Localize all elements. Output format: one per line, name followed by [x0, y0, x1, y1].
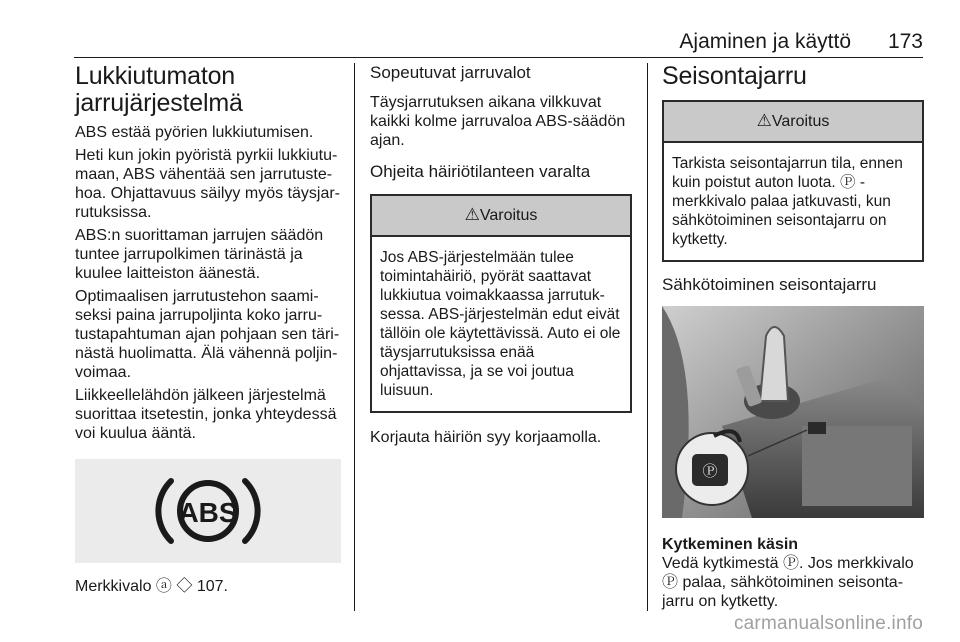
manual-engage-text: Vedä kytkimestä Ⓟ. Jos merkkivalo Ⓟ palaa, sähkötoiminen seisonta-jarru on kytketty.	[662, 555, 914, 610]
abs-symbol-text: ABS	[178, 497, 238, 528]
column-parking-brake	[662, 63, 924, 611]
fault-instructions-heading: Ohjeita häiriötilanteen varalta	[370, 162, 591, 181]
column-divider-1	[354, 63, 355, 611]
header-rule	[74, 57, 923, 58]
svg-text:Ⓟ: Ⓟ	[702, 463, 718, 480]
abs-heading: Lukkiutumaton jarrujärjestelmä	[75, 62, 243, 117]
abs-warning-icon	[75, 459, 341, 563]
indicator-reference	[75, 577, 341, 596]
warning-title: Varoitus	[771, 113, 830, 130]
column-divider-2	[647, 63, 648, 611]
page-number: 173	[887, 30, 923, 53]
abs-paragraph-2: Heti kun jokin pyöristä pyrkii lukkiutu-maan, ABS vähentää sen jarrutuste-hoa. Ohjattavuus säilyy myös täysjar-rutuksissa.	[75, 147, 340, 221]
abs-paragraph-4: Optimaalisen jarrutustehon saami-seksi paina jarrupoljinta koko jarru-tustapahtuman ajan pohjaan sen täri-nästä huolimatta. Älä vähennä poljin-voimaa.	[75, 288, 340, 381]
page-reference-arrow-icon: ◇	[176, 578, 193, 595]
abs-paragraph-3: ABS:n suorittaman jarrujen säädön tuntee jarrupolkimen tärinästä ja kuulee laitteiston äänestä.	[75, 227, 324, 282]
running-title: Ajaminen ja käyttö	[679, 30, 851, 53]
watermark: carmanualsonline.info	[733, 613, 923, 634]
reference-label: Merkkivalo	[75, 578, 152, 595]
column-brake-lights	[370, 63, 632, 447]
page-header	[0, 30, 960, 56]
column-abs	[75, 63, 341, 596]
warning-triangle-icon: ⚠	[756, 111, 772, 130]
repair-text: Korjauta häiriön syy korjaamolla.	[370, 429, 602, 446]
warning-body: Tarkista seisontajarrun tila, ennen kuin poistut auton luota. Ⓟ - merkkivalo palaa jatkuvasti, kun sähkötoiminen seisontajarru on kytketty.	[672, 155, 903, 248]
manual-engage-heading: Kytkeminen käsin	[662, 536, 799, 553]
adaptive-brake-lights-heading: Sopeutuvat jarruvalot	[370, 63, 531, 82]
parking-brake-warning-box	[662, 100, 924, 262]
abs-paragraph-1: ABS estää pyörien lukkiutumisen.	[75, 124, 314, 141]
reference-page[interactable]: 107.	[196, 578, 228, 595]
parking-brake-switch-photo	[662, 306, 924, 518]
warning-header	[372, 196, 630, 237]
warning-body: Jos ABS-järjestelmään tulee toimintahäiriö, pyörät saattavat lukkiutua voimakkaassa jarrutuk-sessa. ABS-järjestelmän edut eivät tällöin ole käytettävissä. Auto ei ole täysjarrutuksissa enää ohjattavissa, ja se voi joutua luisuun.	[380, 249, 621, 399]
warning-triangle-icon: ⚠	[464, 205, 480, 224]
warning-header	[664, 102, 922, 143]
adaptive-brake-lights-text: Täysjarrutuksen aikana vilkkuvat kaikki kolme jarruvaloa ABS-säädön ajan.	[370, 94, 626, 149]
warning-title: Varoitus	[479, 207, 538, 224]
abs-small-icon: ⓐ	[155, 578, 172, 595]
electric-parking-brake-heading: Sähkötoiminen seisontajarru	[662, 275, 877, 294]
abs-paragraph-5: Liikkeellelähdön jälkeen järjestelmä suorittaa itsetestin, jonka yhteydessä voi kuulua ääntä.	[75, 387, 337, 442]
abs-warning-box	[370, 194, 632, 413]
parking-brake-heading: Seisontajarru	[662, 62, 807, 90]
